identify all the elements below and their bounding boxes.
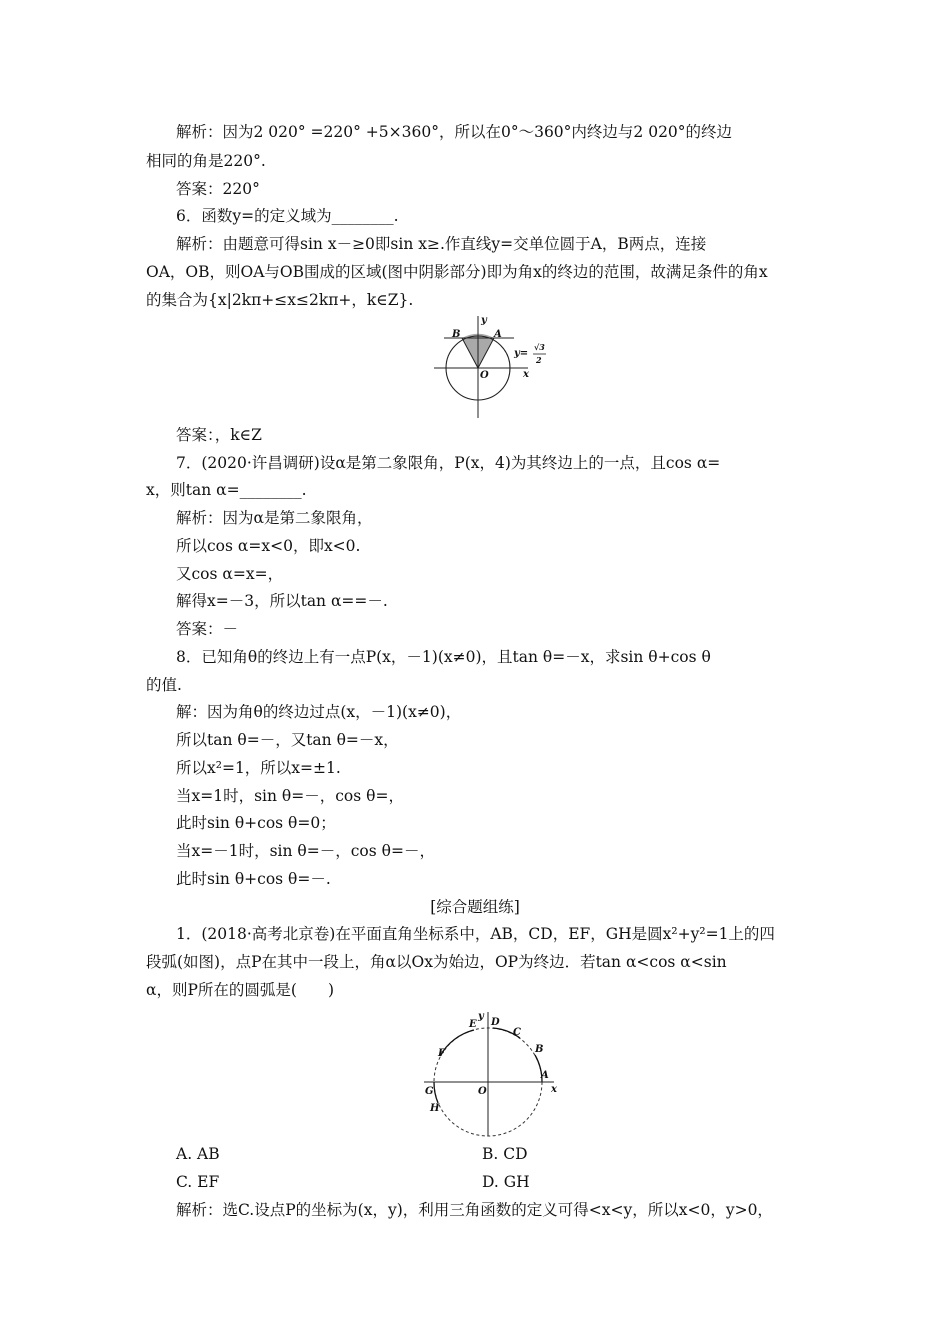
text-line: 当x=1时，sin θ=－，cos θ=， [176,787,404,805]
text-line: 7．(2020·许昌调研)设α是第二象限角，P(x，4)为其终边上的一点，且cos α= [176,454,721,472]
fig1-line-label: y= [514,348,529,359]
fig2-point-f-label: F [438,1048,446,1059]
fig2-point-c-label: C [513,1027,521,1038]
text-line: 6．函数y=的定义域为________. [176,207,399,225]
fig1-point-a-label: A [494,329,502,340]
text-line: 答案：，k∈Z [176,426,262,444]
text-line: 的集合为{x|2kπ+≤x≤2kπ+，k∈Z}. [146,291,414,309]
text-line: 此时sin θ+cos θ=－. [176,870,331,888]
text-line: 当x=－1时，sin θ=－，cos θ=－， [176,842,435,860]
text-line: 所以cos α=x<0，即x<0. [176,537,361,555]
text-line: 解析：由题意可得sin x－≥0即sin x≥.作直线y=交单位圆于A，B两点，连接 [176,235,707,253]
fig1-point-b-label: B [452,329,461,340]
text-line: 段弧(如图)，点P在其中一段上，角α以Ox为始边，OP为终边．若tan α<cos α<sin [146,953,727,971]
text-line: 1．(2018·高考北京卷)在平面直角坐标系中，AB，CD，EF，GH是圆x²+y²=1上的四 [176,925,775,943]
text-line: OA，OB，则OA与OB围成的区域(图中阴影部分)即为角x的终边的范围，故满足条件的角x [146,263,768,281]
option-d: D. GH [482,1173,530,1191]
text-line: 8．已知角θ的终边上有一点P(x，－1)(x≠0)，且tan θ=－x，求sin θ+cos θ [176,648,711,666]
fig1-origin-label: O [480,370,489,381]
text-line: 所以tan θ=－，又tan θ=－x， [176,731,399,749]
text-line: α，则P所在的圆弧是( ) [146,981,334,999]
fig2-point-d-label: D [491,1017,500,1028]
text-line: 的值. [146,676,182,694]
fig2-origin-label: O [478,1086,487,1097]
text-line: 相同的角是220°. [146,152,266,170]
text-line: 解析：因为2 020° =220° +5×360°，所以在0°～360°内终边与2 020°的终边 [176,123,733,141]
unit-circle-arcs-figure [418,1008,568,1138]
text-line: 解析：因为α是第二象限角， [176,509,373,527]
text-line: 解得x=－3，所以tan α==－. [176,592,388,610]
text-line: 答案：－ [176,620,239,638]
option-a: A. AB [176,1145,220,1163]
option-b: B. CD [482,1145,528,1163]
section-heading: [综合题组练] [430,898,520,916]
fig1-y-label: y [481,315,487,326]
text-line: 答案：220° [176,180,260,198]
text-line: 此时sin θ+cos θ=0； [176,814,336,832]
fig1-fraction-denominator: 2 [536,355,542,365]
unit-circle-shaded-figure [428,312,558,420]
fig2-point-a-label: A [541,1070,549,1081]
option-c: C. EF [176,1173,220,1191]
text-line: 所以x²=1，所以x=±1. [176,759,341,777]
fig2-point-b-label: B [535,1044,544,1055]
fig2-point-e-label: E [469,1019,477,1030]
fig1-fraction-numerator: √3 [534,342,545,352]
text-line: x，则tan α=________. [146,481,307,499]
text-line: 又cos α=x=， [176,565,284,583]
fig1-x-label: x [523,369,529,380]
fig2-x-label: x [551,1084,557,1095]
fig2-point-g-label: G [425,1086,434,1097]
fig2-y-label: y [478,1011,484,1022]
fig2-point-h-label: H [430,1103,440,1114]
text-line: 解析：选C.设点P的坐标为(x，y)，利用三角函数的定义可得<x<y，所以x<0，y>0， [176,1201,773,1219]
text-line: 解：因为角θ的终边过点(x，－1)(x≠0)， [176,703,462,721]
